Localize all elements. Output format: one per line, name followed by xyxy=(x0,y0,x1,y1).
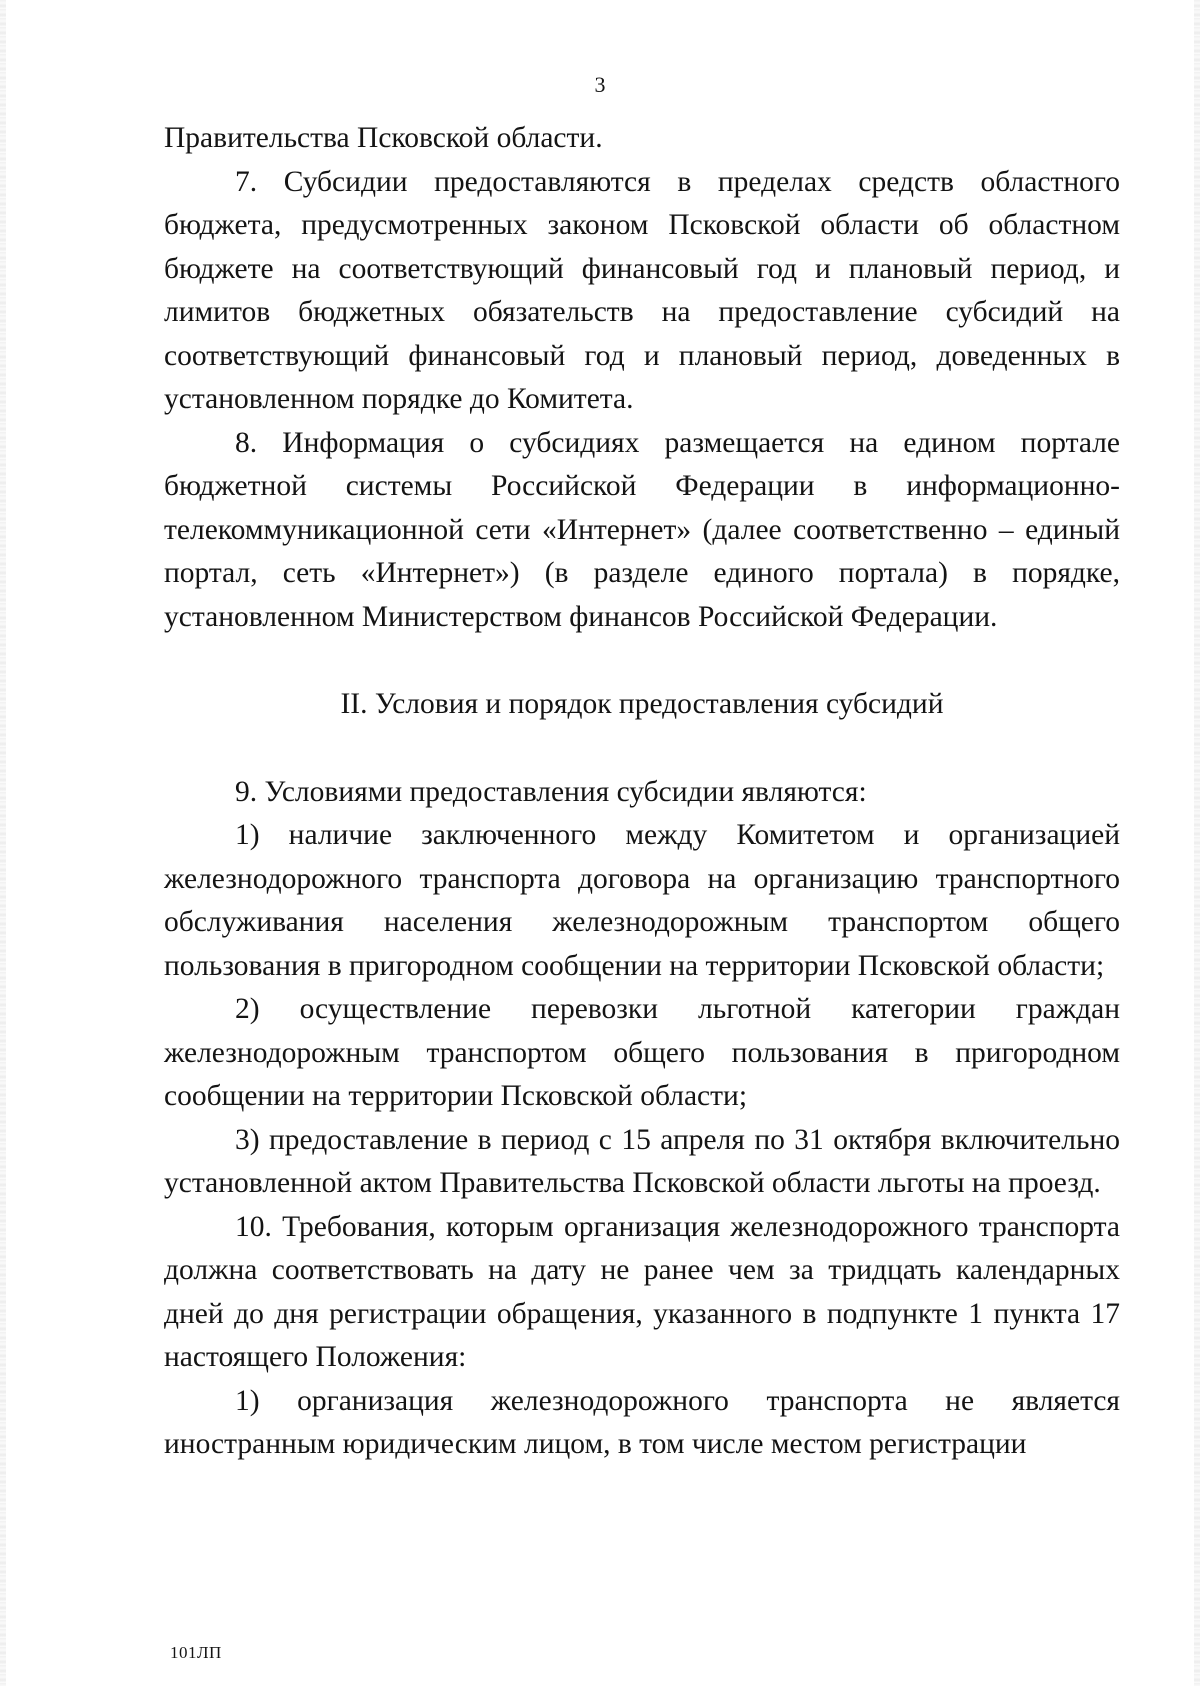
paragraph-8: 8. Информация о субсидиях размещается на едином портале бюджетной системы Российской Федерации в информационно-телекоммуникационной сети «Интернет» (далее соответственно – единый портал, сеть «Интернет») (в разделе единого портала) в порядке, установленном Министерством финансов Российской Федерации. xyxy=(164,426,1120,633)
page-number: 3 xyxy=(594,72,606,97)
paragraph-10-item-1: 1) организация железнодорожного транспорта не является иностранным юридическим лицом, в том числе местом регистрации xyxy=(164,1384,1120,1460)
paragraph-continuation: Правительства Псковской области. xyxy=(164,122,603,154)
footer-code: 101ЛП xyxy=(170,1643,222,1662)
section-title: II. Условия и порядок предоставления субсидий xyxy=(340,688,944,720)
paragraph-9-item-1: 1) наличие заключенного между Комитетом и организацией железнодорожного транспорта договора на организацию транспортного обслуживания населения железнодорожным транспортом общего пользования в пригородном сообщении на территории Псковской области; xyxy=(164,819,1120,982)
scan-edge-left xyxy=(0,0,6,1686)
paragraph-10: 10. Требования, которым организация железнодорожного транспорта должна соответствовать на дату не ранее чем за тридцать календарных дней до дня регистрации обращения, указанного в подпункте 1 пункта 17 настоящего Положения: xyxy=(164,1210,1120,1373)
paragraph-9: 9. Условиями предоставления субсидии являются: xyxy=(235,775,867,808)
paragraph-9-item-3: 3) предоставление в период с 15 апреля по 31 октября включительно установленной актом Правительства Псковской области льготы на проезд. xyxy=(164,1123,1120,1199)
paragraph-9-item-2: 2) осуществление перевозки льготной категории граждан железнодорожным транспортом общего пользования в пригородном сообщении на территории Псковской области; xyxy=(164,993,1120,1112)
document-body xyxy=(164,117,1120,1467)
paragraph-7: 7. Субсидии предоставляются в пределах средств областного бюджета, предусмотренных законом Псковской области об областном бюджете на соответствующий финансовый год и плановый период, и лимитов бюджетных обязательств на предоставление субсидий на соответствующий финансовый год и плановый период, доведенных в установленном порядке до Комитета. xyxy=(164,165,1120,415)
scan-edge-right xyxy=(1194,0,1200,1686)
